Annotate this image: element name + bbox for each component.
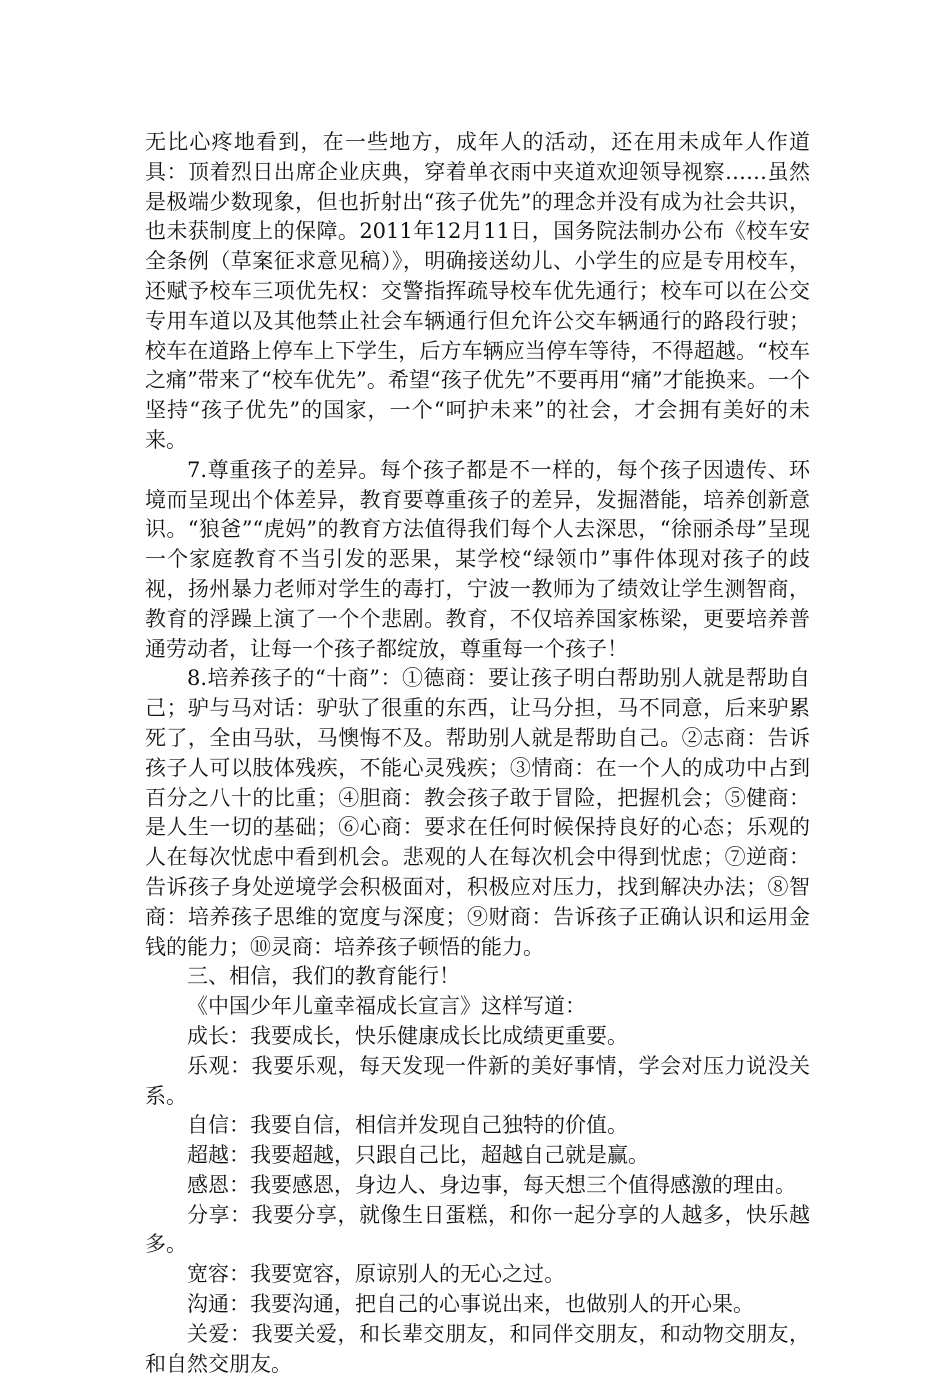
declaration-item-gratitude: 感恩：我要感恩，身边人、身边事，每天想三个值得感激的理由。: [187, 1172, 796, 1197]
paragraph-declaration-intro: 《中国少年儿童幸福成长宣言》这样写道：: [187, 994, 586, 1019]
declaration-item-communication: 沟通：我要沟通，把自己的心事说出来，也做别人的开心果。: [187, 1292, 754, 1317]
paragraph-children-first: 无比心疼地看到，在一些地方，成年人的活动，还在用未成年人作道具：顶着烈日出席企业庆典，穿着单衣雨中夹道欢迎领导视察……虽然是极端少数现象，但也折射出“孩子优先”的理念并没有成为社会共识，也未获制度上的保障。2011年12月11日，国务院法制办公布《校车安全条例（草案征求意见稿）》，明确接送幼儿、小学生的应是专用校车，还赋予校车三项优先权：交警指挥疏导校车优先通行；校车可以在公交专用车道以及其他禁止社会车辆通行但允许公交车辆通行的路段行驶；校车在道路上停车上下学生，后方车辆应当停车等待，不得超越。“校车之痛”带来了“校车优先”。希望“孩子优先”不要再用“痛”才能换来。一个坚持“孩子优先”的国家，一个“呵护未来”的社会，才会拥有美好的未来。: [145, 130, 810, 452]
declaration-item-care: 关爱：我要关爱，和长辈交朋友，和同伴交朋友，和动物交朋友，和自然交朋友。: [145, 1321, 810, 1376]
paragraph-ten-quotients: 8.培养孩子的“十商”：①德商：要让孩子明白帮助别人就是帮助自己；驴与马对话：驴驮了很重的东西，让马分担，马不同意，后来驴累死了，全由马驮，马懊悔不及。帮助别人就是帮助自己。②志商：告诉孩子人可以肢体残疾，不能心灵残疾；③情商：在一个人的成功中占到百分之八十的比重；④胆商：教会孩子敢于冒险，把握机会；⑤健商：是人生一切的基础；⑥心商：要求在任何时候保持良好的心态；乐观的人在每次忧虑中看到机会。悲观的人在每次机会中得到忧虑；⑦逆商：告诉孩子身处逆境学会积极面对，积极应对压力，找到解决办法；⑧智商：培养孩子思维的宽度与深度；⑨财商：告诉孩子正确认识和运用金钱的能力；⑩灵商：培养孩子顿悟的能力。: [145, 666, 810, 959]
declaration-item-confidence: 自信：我要自信，相信并发现自己独特的价值。: [187, 1113, 628, 1138]
section-heading-believe: 三、相信，我们的教育能行！: [187, 964, 460, 989]
declaration-item-optimism: 乐观：我要乐观，每天发现一件新的美好事情，学会对压力说没关系。: [145, 1053, 810, 1108]
declaration-item-surpass: 超越：我要超越，只跟自己比，超越自己就是赢。: [187, 1143, 649, 1168]
declaration-item-growth: 成长：我要成长，快乐健康成长比成绩更重要。: [187, 1023, 628, 1048]
document-body: [145, 128, 810, 1379]
declaration-item-tolerance: 宽容：我要宽容，原谅别人的无心之过。: [187, 1262, 565, 1287]
paragraph-respect-differences: 7.尊重孩子的差异。每个孩子都是不一样的，每个孩子因遗传、环境而呈现出个体差异，教育要尊重孩子的差异，发掘潜能，培养创新意识。“狼爸”“虎妈”的教育方法值得我们每个人去深思，“徐丽杀母”呈现一个家庭教育不当引发的恶果，某学校“绿领巾”事件体现对孩子的歧视，扬州暴力老师对学生的毒打，宁波一教师为了绩效让学生测智商，教育的浮躁上演了一个个悲剧。教育，不仅培养国家栋梁，更要培养普通劳动者，让每一个孩子都绽放，尊重每一个孩子！: [145, 457, 810, 661]
declaration-item-sharing: 分享：我要分享，就像生日蛋糕，和你一起分享的人越多，快乐越多。: [145, 1202, 810, 1257]
